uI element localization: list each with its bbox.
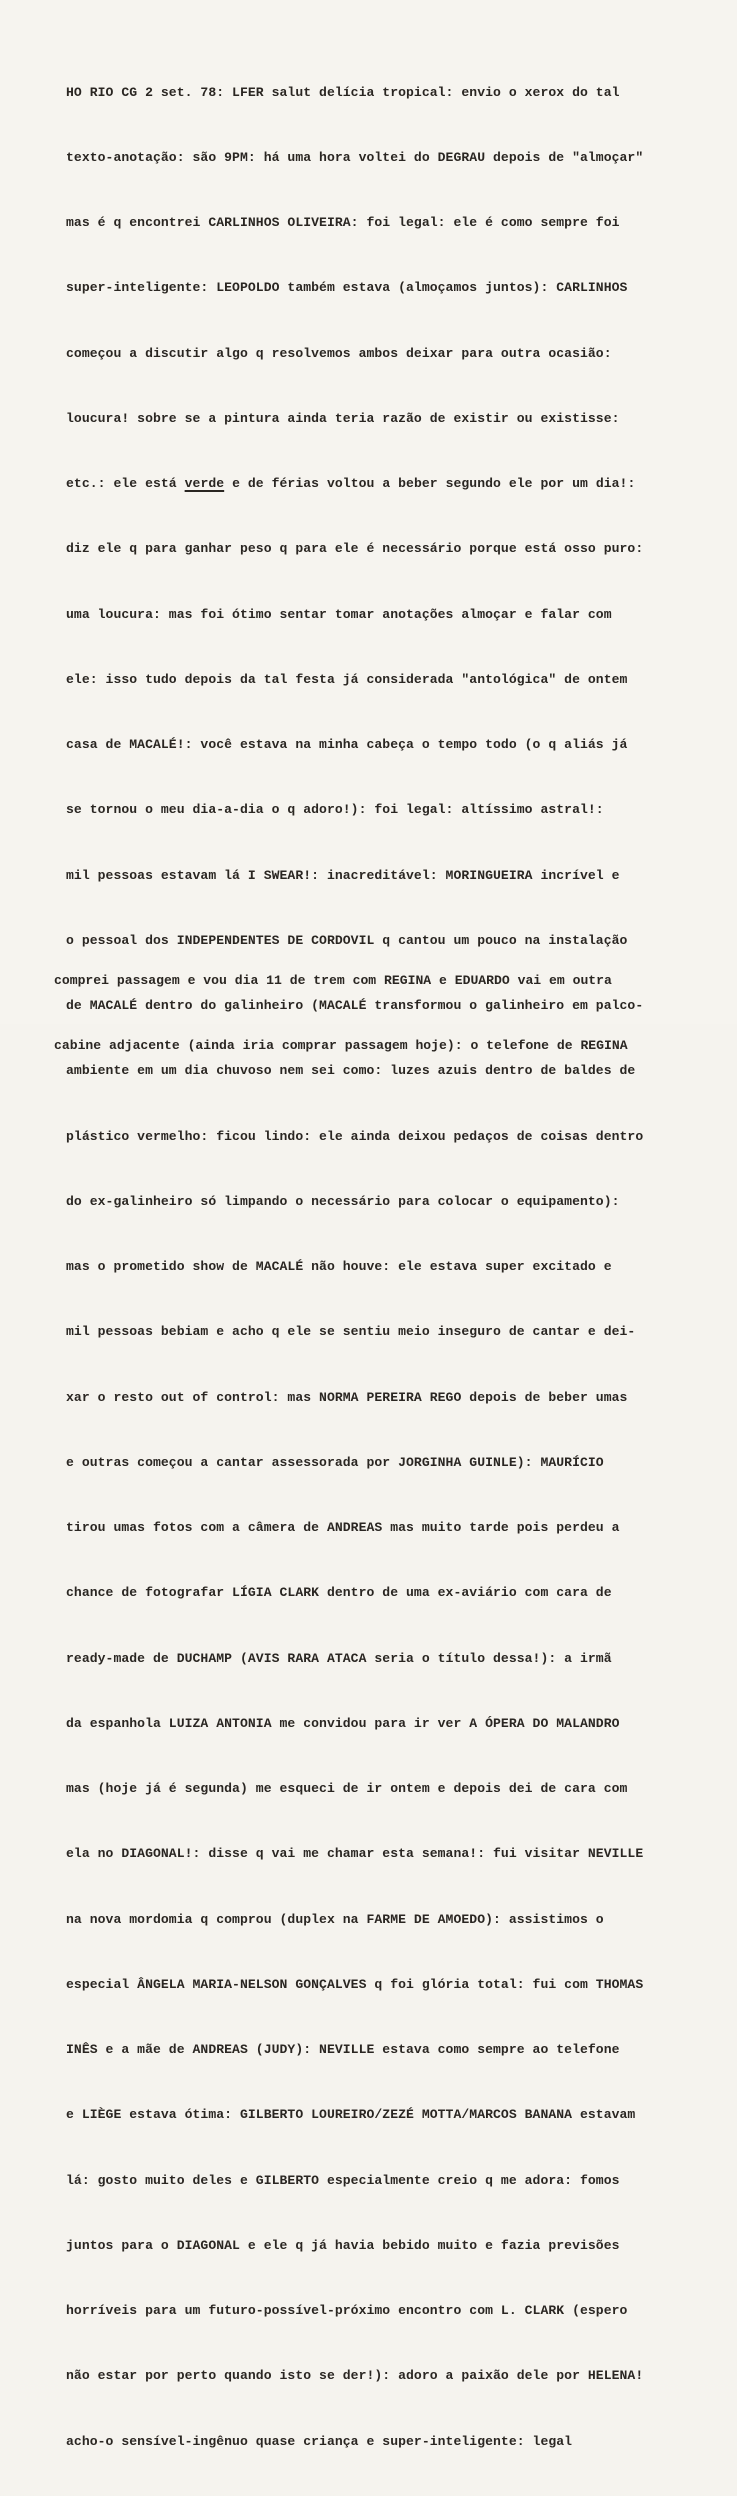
text-line: mas o prometido show de MACALÉ não houve: ele estava super excitado e — [66, 1259, 612, 1274]
text-line: na nova mordomia q comprou (duplex na FARME DE AMOEDO): assistimos o — [66, 1911, 604, 1927]
text-line: HO RIO CG 2 set. 78: LFER salut delícia tropical: envio o xerox do tal — [66, 84, 620, 100]
text-line: e LIÈGE estava ótima: GILBERTO LOUREIRO/ZEZÉ MOTTA/MARCOS BANANA estavam — [66, 2107, 636, 2123]
text-line: mas (hoje já é segunda) me esqueci de ir ontem e depois dei de cara com — [66, 1781, 628, 1796]
text-line: especial ÂNGELA MARIA-NELSON GONÇALVES q foi glória total: fui com THOMAS — [66, 1976, 644, 1992]
text-line: mil pessoas bebiam e acho q ele se sentiu meio inseguro de cantar e dei- — [66, 1324, 636, 1340]
text-line: do ex-galinheiro só limpando o necessário para colocar o equipamento): — [66, 1193, 620, 1209]
text-line: super-inteligente: LEOPOLDO também estava (almoçamos juntos): CARLINHOS — [66, 280, 628, 296]
paragraph-main — [66, 38, 726, 2496]
text-line: texto-anotação: são 9PM: há uma hora voltei do DEGRAU depois de "almoçar" — [66, 149, 644, 165]
text-line: ready-made de DUCHAMP (AVIS RARA ATACA seria o título dessa!): a irmã — [66, 1650, 612, 1666]
text-line: xar o resto out of control: mas NORMA PEREIRA REGO depois de beber umas — [66, 1389, 628, 1405]
text-line: acho-o sensível-ingênuo quase criança e super-inteligente: legal — [66, 2433, 573, 2449]
text-line: diz ele q para ganhar peso q para ele é necessário porque está osso puro: — [66, 541, 644, 557]
text-line: o pessoal dos INDEPENDENTES DE CORDOVIL q cantou um pouco na instalação — [66, 932, 628, 948]
text-line: cabine adjacente (ainda iria comprar passagem hoje): o telefone de REGINA — [54, 1037, 628, 1053]
text-line: ela no DIAGONAL!: disse q vai me chamar esta semana!: fui visitar NEVILLE — [66, 1846, 644, 1862]
text-line-with-underline — [66, 473, 726, 495]
text-segment: e de férias voltou a beber segundo ele por um dia!: — [224, 476, 636, 491]
text-line: comprei passagem e vou dia 11 de trem com REGINA e EDUARDO vai em outra — [54, 972, 612, 988]
text-line: juntos para o DIAGONAL e ele q já havia bebido muito e fazia previsões — [66, 2237, 620, 2253]
text-line: plástico vermelho: ficou lindo: ele ainda deixou pedaços de coisas dentro — [66, 1128, 644, 1144]
text-line: lá: gosto muito deles e GILBERTO especialmente creio q me adora: fomos — [66, 2172, 620, 2188]
text-segment: etc.: ele está — [66, 476, 185, 491]
text-line: ele: isso tudo depois da tal festa já considerada "antológica" de ontem — [66, 671, 628, 687]
text-line: de MACALÉ dentro do galinheiro (MACALÉ transformou o galinheiro em palco- — [66, 998, 644, 1013]
text-line: da espanhola LUIZA ANTONIA me convidou para ir ver A ÓPERA DO MALANDRO — [66, 1715, 620, 1731]
text-line: e outras começou a cantar assessorada por JORGINHA GUINLE): MAURÍCIO — [66, 1454, 604, 1470]
text-line: começou a discutir algo q resolvemos ambos deixar para outra ocasião: — [66, 345, 612, 361]
text-line: uma loucura: mas foi ótimo sentar tomar anotações almoçar e falar com — [66, 606, 612, 622]
text-line: mil pessoas estavam lá I SWEAR!: inacreditável: MORINGUEIRA incrível e — [66, 867, 620, 883]
text-line: tirou umas fotos com a câmera de ANDREAS mas muito tarde pois perdeu a — [66, 1520, 620, 1535]
text-line: horríveis para um futuro-possível-próximo encontro com L. CLARK (espero — [66, 2303, 628, 2318]
underlined-word: verde — [184, 476, 225, 491]
text-line: se tornou o meu dia-a-dia o q adoro!): foi legal: altíssimo astral!: — [66, 802, 604, 818]
text-line: INÊS e a mãe de ANDREAS (JUDY): NEVILLE estava como sempre ao telefone — [66, 2042, 620, 2057]
text-line: não estar por perto quando isto se der!): adoro a paixão dele por HELENA! — [66, 2368, 644, 2384]
text-line: loucura! sobre se a pintura ainda teria razão de existir ou existisse: — [66, 410, 620, 426]
text-line: chance de fotografar LÍGIA CLARK dentro de uma ex-aviário com cara de — [66, 1585, 612, 1601]
text-line: ambiente em um dia chuvoso nem sei como: luzes azuis dentro de baldes de — [66, 1063, 636, 1079]
text-line: casa de MACALÉ!: você estava na minha cabeça o tempo todo (o q aliás já — [66, 737, 628, 752]
text-line: mas é q encontrei CARLINHOS OLIVEIRA: foi legal: ele é como sempre foi — [66, 215, 620, 230]
paragraph-second — [54, 926, 724, 1100]
